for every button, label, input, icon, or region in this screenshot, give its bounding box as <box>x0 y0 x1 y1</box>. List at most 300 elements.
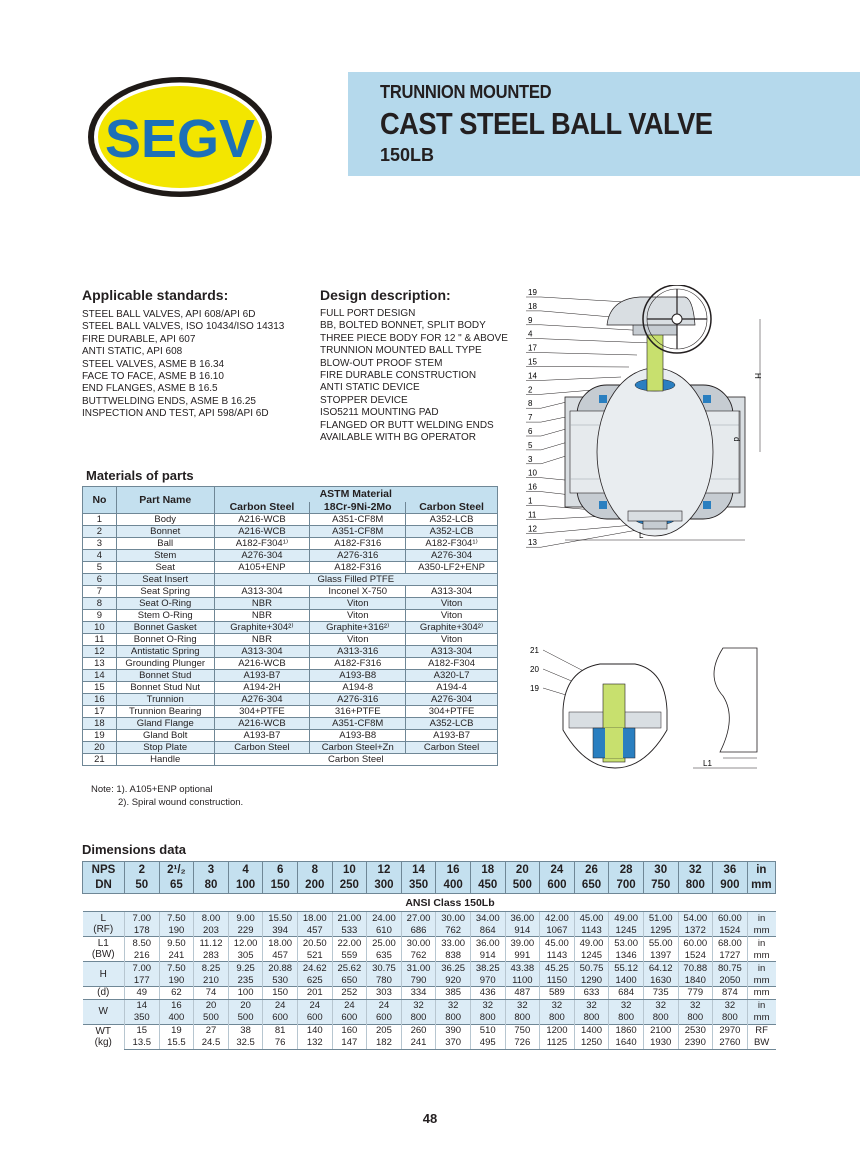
dim-value: 1397 <box>643 949 678 962</box>
dim-value: 42.00 <box>540 912 575 925</box>
dim-value: 385 <box>436 987 471 1000</box>
materials-cell: A351-CF8M <box>310 526 406 538</box>
nps-value: 14 <box>401 862 436 878</box>
materials-cell: 16 <box>83 694 117 706</box>
callout-label: 4 <box>528 329 533 339</box>
materials-cell: Seat O-Ring <box>116 598 214 610</box>
unit-bottom: mm <box>747 878 775 894</box>
dim-value: 15 <box>125 1024 160 1037</box>
col-carbon-steel-1: Carbon Steel <box>214 502 310 514</box>
materials-row <box>83 658 498 670</box>
dim-value: 32 <box>470 999 505 1012</box>
materials-cell: A216-WCB <box>214 658 310 670</box>
materials-row <box>83 562 498 574</box>
dim-value: 600 <box>367 1012 402 1025</box>
materials-cell: Glass Filled PTFE <box>214 574 497 586</box>
dim-value: 32 <box>505 999 540 1012</box>
materials-cell: A182-F304¹⁾ <box>406 538 498 550</box>
callout-label: 14 <box>528 371 537 381</box>
dim-value: 1143 <box>540 949 575 962</box>
dim-value: 38 <box>228 1024 263 1037</box>
nps-value: 30 <box>643 862 678 878</box>
dim-value: 800 <box>609 1012 644 1025</box>
dim-value: 305 <box>228 949 263 962</box>
dn-value: 150 <box>263 878 298 894</box>
materials-cell: A352-LCB <box>406 526 498 538</box>
standard-item: INSPECTION AND TEST, API 598/API 6D <box>82 408 269 420</box>
dim-value: 457 <box>297 924 332 937</box>
materials-cell: Ball <box>116 538 214 550</box>
materials-cell: 8 <box>83 598 117 610</box>
nps-value: 16 <box>436 862 471 878</box>
materials-cell: Trunnion Bearing <box>116 706 214 718</box>
callout-label: 1 <box>528 496 533 506</box>
materials-cell: A276-304 <box>214 694 310 706</box>
dim-value: 32 <box>540 999 575 1012</box>
callout-label: 13 <box>528 538 537 548</box>
nps-value: 26 <box>574 862 609 878</box>
dim-value: 18.00 <box>263 937 298 950</box>
dn-label: DN <box>83 878 125 894</box>
materials-cell: 14 <box>83 670 117 682</box>
segv-logo <box>86 75 274 199</box>
materials-row <box>83 538 498 550</box>
dim-value: 30.75 <box>367 962 402 975</box>
materials-row <box>83 742 498 754</box>
standard-item: STEEL BALL VALVES, ISO 10434/ISO 14313 <box>82 321 285 333</box>
materials-row <box>83 706 498 718</box>
materials-cell: 1 <box>83 514 117 526</box>
dim-value: 1524 <box>713 924 748 937</box>
materials-cell: 2 <box>83 526 117 538</box>
dim-value: 32 <box>401 999 436 1012</box>
materials-cell: Handle <box>116 754 214 766</box>
dim-value: 1067 <box>540 924 575 937</box>
dim-value: 210 <box>194 974 229 987</box>
materials-cell: Viton <box>406 610 498 622</box>
dn-value: 350 <box>401 878 436 894</box>
dim-value: 457 <box>263 949 298 962</box>
dim-value: 779 <box>678 987 713 1000</box>
dim-value: 1840 <box>678 974 713 987</box>
dn-value: 400 <box>436 878 471 894</box>
dim-value: 500 <box>194 1012 229 1025</box>
dim-value: 178 <box>125 924 160 937</box>
materials-cell: 21 <box>83 754 117 766</box>
materials-row <box>83 670 498 682</box>
dim-value: 241 <box>159 949 194 962</box>
dim-value: 500 <box>228 1012 263 1025</box>
dim-value: 38.25 <box>470 962 505 975</box>
dim-row-top <box>83 1024 776 1037</box>
dim-row-label <box>83 912 125 937</box>
dim-value: 303 <box>367 987 402 1000</box>
materials-cell: Bonnet <box>116 526 214 538</box>
materials-cell: A276-316 <box>310 694 406 706</box>
materials-cell: Carbon Steel <box>406 742 498 754</box>
design-item: BLOW-OUT PROOF STEM <box>320 357 443 369</box>
materials-cell: A194-2H <box>214 682 310 694</box>
dim-value: 650 <box>332 974 367 987</box>
note-2: 2). Spiral wound construction. <box>118 797 244 808</box>
materials-cell: 15 <box>83 682 117 694</box>
dim-value: 762 <box>401 949 436 962</box>
dim-value: 2390 <box>678 1037 713 1050</box>
dim-value: 24.62 <box>297 962 332 975</box>
dim-value: 800 <box>401 1012 436 1025</box>
dim-value: 30.00 <box>436 912 471 925</box>
nps-value: 12 <box>367 862 402 878</box>
dim-row-label-1: L <box>100 913 107 924</box>
dim-value: 39.00 <box>505 937 540 950</box>
dim-value: 132 <box>297 1037 332 1050</box>
materials-cell: 20 <box>83 742 117 754</box>
dim-value: 1295 <box>643 924 678 937</box>
detail-callout-21: 21 <box>530 646 539 655</box>
dim-value: 1860 <box>609 1024 644 1037</box>
dim-unit: mm <box>747 974 775 987</box>
dim-value: 334 <box>401 987 436 1000</box>
materials-cell: Stop Plate <box>116 742 214 754</box>
dim-row-top <box>83 937 776 950</box>
materials-cell: A313-304 <box>214 646 310 658</box>
dim-value: 1125 <box>540 1037 575 1050</box>
dim-value: 684 <box>609 987 644 1000</box>
dim-value: 62 <box>159 987 194 1000</box>
dim-value: 12.00 <box>228 937 263 950</box>
materials-row <box>83 610 498 622</box>
standard-item: FACE TO FACE, ASME B 16.10 <box>82 371 224 383</box>
dim-value: 51.00 <box>643 912 678 925</box>
materials-cell: Viton <box>310 598 406 610</box>
callout-label: 18 <box>528 301 537 311</box>
dim-value: 160 <box>332 1024 367 1037</box>
materials-row <box>83 574 498 586</box>
dim-value: 216 <box>125 949 160 962</box>
dim-unit: mm <box>747 949 775 962</box>
dim-value: 800 <box>574 1012 609 1025</box>
standard-item: ANTI STATIC, API 608 <box>82 346 183 358</box>
dim-value: 15.5 <box>159 1037 194 1050</box>
dim-value: 600 <box>263 1012 298 1025</box>
dim-value: 600 <box>297 1012 332 1025</box>
callout-label: 10 <box>528 468 537 478</box>
dim-value: 203 <box>194 924 229 937</box>
materials-cell: A350-LF2+ENP <box>406 562 498 574</box>
dim-value: 510 <box>470 1024 505 1037</box>
dim-value: 30.00 <box>401 937 436 950</box>
dim-row-label-2: (RF) <box>93 924 114 935</box>
dim-value: 370 <box>436 1037 471 1050</box>
dim-value: 1143 <box>574 924 609 937</box>
materials-cell: A313-304 <box>406 586 498 598</box>
dim-value: 780 <box>367 974 402 987</box>
valve-cross-section-drawing <box>525 285 785 550</box>
materials-cell: Trunnion <box>116 694 214 706</box>
materials-cell: 10 <box>83 622 117 634</box>
dim-value: 24 <box>263 999 298 1012</box>
dim-value: 34.00 <box>470 912 505 925</box>
dim-row-label-1: WT <box>95 1025 112 1037</box>
dim-value: 530 <box>263 974 298 987</box>
callout-label: 17 <box>528 343 537 353</box>
dim-value: 600 <box>332 1012 367 1025</box>
dim-value: 50.75 <box>574 962 609 975</box>
dim-value: 1727 <box>713 949 748 962</box>
dim-value: 32.5 <box>228 1037 263 1050</box>
dim-value: 864 <box>470 924 505 937</box>
standards-heading: Applicable standards: <box>82 287 229 303</box>
nps-value: 8 <box>297 862 332 878</box>
dim-value: 80.75 <box>713 962 748 975</box>
materials-row <box>83 598 498 610</box>
dim-value: 36.25 <box>436 962 471 975</box>
materials-cell: Graphite+304²⁾ <box>214 622 310 634</box>
materials-cell: 6 <box>83 574 117 586</box>
dim-value: 68.00 <box>713 937 748 950</box>
dim-value: 2530 <box>678 1024 713 1037</box>
dim-value: 521 <box>297 949 332 962</box>
nps-value: 4 <box>228 862 263 878</box>
logo-text: SEGV <box>105 109 255 169</box>
col-astm-material: ASTM Material <box>214 487 497 502</box>
design-item: FULL PORT DESIGN <box>320 308 416 319</box>
dn-value: 200 <box>297 878 332 894</box>
materials-cell: A313-304 <box>406 646 498 658</box>
dim-value: 350 <box>125 1012 160 1025</box>
dim-value: 8.25 <box>194 962 229 975</box>
dim-value: 76 <box>263 1037 298 1050</box>
dim-value: 7.50 <box>159 962 194 975</box>
materials-cell: 9 <box>83 610 117 622</box>
dim-value: 18.00 <box>297 912 332 925</box>
dim-value: 22.00 <box>332 937 367 950</box>
materials-cell: Gland Flange <box>116 718 214 730</box>
dim-value: 635 <box>367 949 402 962</box>
dim-value: 25.62 <box>332 962 367 975</box>
dim-value: 11.12 <box>194 937 229 950</box>
design-item: FIRE DURABLE CONSTRUCTION <box>320 370 477 382</box>
callout-label: 8 <box>528 399 533 409</box>
dn-value: 700 <box>609 878 644 894</box>
materials-cell: 304+PTFE <box>214 706 310 718</box>
materials-row <box>83 550 498 562</box>
materials-cell: A313-316 <box>310 646 406 658</box>
nps-value: 2 <box>125 862 160 878</box>
dim-d-label: d <box>732 437 741 442</box>
dim-value: 190 <box>159 974 194 987</box>
title-line2: CAST STEEL BALL VALVE <box>380 106 713 141</box>
dim-value: 610 <box>367 924 402 937</box>
dim-unit: mm <box>747 924 775 937</box>
dim-l1-label: L1 <box>703 759 712 768</box>
materials-cell: A182-F316 <box>310 658 406 670</box>
title-band <box>348 72 860 176</box>
dim-value: 970 <box>470 974 505 987</box>
nps-value: 18 <box>470 862 505 878</box>
dim-row-label <box>83 937 125 962</box>
materials-cell: Carbon Steel <box>214 754 497 766</box>
materials-cell: A320-L7 <box>406 670 498 682</box>
materials-cell: A352-LCB <box>406 514 498 526</box>
materials-cell: 3 <box>83 538 117 550</box>
standard-item: STEEL BALL VALVES, API 608/API 6D <box>82 309 256 320</box>
design-item: AVAILABLE WITH BG OPERATOR <box>320 432 476 444</box>
dim-value: 589 <box>540 987 575 1000</box>
dn-value: 750 <box>643 878 678 894</box>
materials-cell: Gland Bolt <box>116 730 214 742</box>
dim-value: 800 <box>643 1012 678 1025</box>
materials-cell: A193-B7 <box>214 730 310 742</box>
materials-cell: A105+ENP <box>214 562 310 574</box>
note-1: Note: 1). A105+ENP optional <box>91 784 213 795</box>
dim-value: 1640 <box>609 1037 644 1050</box>
materials-cell: 17 <box>83 706 117 718</box>
dim-value: 726 <box>505 1037 540 1050</box>
dim-row-label: (d) <box>83 987 125 1000</box>
dim-value: 25.00 <box>367 937 402 950</box>
dim-value: 9.00 <box>228 912 263 925</box>
nps-value: 10 <box>332 862 367 878</box>
callout-label: 12 <box>528 524 537 534</box>
materials-cell: A276-316 <box>310 550 406 562</box>
materials-cell: A182-F304¹⁾ <box>214 538 310 550</box>
dim-value: 9.50 <box>159 937 194 950</box>
dim-value: 800 <box>436 1012 471 1025</box>
dim-value: 790 <box>401 974 436 987</box>
dim-value: 205 <box>367 1024 402 1037</box>
dim-value: 7.00 <box>125 912 160 925</box>
materials-cell: Viton <box>310 634 406 646</box>
materials-cell: A276-304 <box>406 694 498 706</box>
standards-list <box>82 309 284 421</box>
title-line1: TRUNNION MOUNTED <box>380 82 552 102</box>
dim-value: 1250 <box>574 1037 609 1050</box>
materials-cell: 304+PTFE <box>406 706 498 718</box>
dim-value: 800 <box>540 1012 575 1025</box>
dim-value: 2100 <box>643 1024 678 1037</box>
dim-value: 182 <box>367 1037 402 1050</box>
dim-value: 21.00 <box>332 912 367 925</box>
dim-value: 920 <box>436 974 471 987</box>
materials-table <box>82 486 498 766</box>
title-line3: 150LB <box>380 145 435 165</box>
materials-cell: A351-CF8M <box>310 514 406 526</box>
materials-cell: 11 <box>83 634 117 646</box>
dim-unit: in <box>747 912 775 925</box>
dn-value: 50 <box>125 878 160 894</box>
dim-value: 914 <box>470 949 505 962</box>
materials-row <box>83 646 498 658</box>
dim-value: 45.25 <box>540 962 575 975</box>
dim-value: 533 <box>332 924 367 937</box>
nps-value: 20 <box>505 862 540 878</box>
materials-cell: 18 <box>83 718 117 730</box>
materials-cell: 19 <box>83 730 117 742</box>
dim-value: 800 <box>470 1012 505 1025</box>
dim-value: 74 <box>194 987 229 1000</box>
dim-row-top <box>83 999 776 1012</box>
callout-label: 16 <box>528 482 537 492</box>
materials-row <box>83 682 498 694</box>
dim-value: 27.00 <box>401 912 436 925</box>
materials-cell: A276-304 <box>214 550 310 562</box>
materials-cell: 5 <box>83 562 117 574</box>
dim-value: 633 <box>574 987 609 1000</box>
dim-value: 64.12 <box>643 962 678 975</box>
design-item: ISO5211 MOUNTING PAD <box>320 407 439 419</box>
dim-value: 394 <box>263 924 298 937</box>
materials-row <box>83 634 498 646</box>
materials-cell: A182-F316 <box>310 538 406 550</box>
dim-value: 8.50 <box>125 937 160 950</box>
dim-unit: in <box>747 962 775 975</box>
dn-value: 250 <box>332 878 367 894</box>
dim-value: 9.25 <box>228 962 263 975</box>
dim-value: 800 <box>505 1012 540 1025</box>
dn-value: 80 <box>194 878 229 894</box>
dim-value: 60.00 <box>713 912 748 925</box>
dim-row-label-1: W <box>98 1006 108 1017</box>
callout-label: 9 <box>528 315 533 325</box>
materials-cell: A194-8 <box>310 682 406 694</box>
col-no: No <box>83 487 117 514</box>
dim-value: 1245 <box>609 924 644 937</box>
dim-value: 1400 <box>609 974 644 987</box>
standard-item: END FLANGES, ASME B 16.5 <box>82 383 218 395</box>
dim-value: 838 <box>436 949 471 962</box>
dim-row-label-1: L1 <box>97 938 109 949</box>
nps-value: 3 <box>194 862 229 878</box>
dim-row-top <box>83 962 776 975</box>
dim-value: 54.00 <box>678 912 713 925</box>
dn-value: 500 <box>505 878 540 894</box>
dim-unit: BW <box>747 1037 775 1050</box>
materials-row <box>83 514 498 526</box>
materials-cell: Body <box>116 514 214 526</box>
dim-value: 32 <box>574 999 609 1012</box>
dim-value: 914 <box>505 924 540 937</box>
dim-value: 31.00 <box>401 962 436 975</box>
dim-value: 32 <box>643 999 678 1012</box>
materials-cell: 13 <box>83 658 117 670</box>
col-part-name: Part Name <box>116 487 214 514</box>
materials-cell: Bonnet Gasket <box>116 622 214 634</box>
design-heading: Design description: <box>320 287 451 303</box>
materials-cell: 4 <box>83 550 117 562</box>
materials-heading: Materials of parts <box>86 468 194 483</box>
dim-value: 686 <box>401 924 436 937</box>
dim-value: 49.00 <box>609 912 644 925</box>
dim-l-label: L <box>639 531 644 540</box>
dim-value: 53.00 <box>609 937 644 950</box>
dim-row-bottom <box>83 949 776 962</box>
nps-value: 32 <box>678 862 713 878</box>
dim-value: 150 <box>263 987 298 1000</box>
dim-value: 991 <box>505 949 540 962</box>
dim-value: 1200 <box>540 1024 575 1037</box>
dim-value: 260 <box>401 1024 436 1037</box>
dim-value: 874 <box>713 987 748 1000</box>
callout-label: 7 <box>528 413 533 423</box>
dim-value: 800 <box>678 1012 713 1025</box>
materials-row <box>83 718 498 730</box>
dim-row-label <box>83 1024 125 1049</box>
materials-cell: A216-WCB <box>214 718 310 730</box>
callout-label: 15 <box>528 357 537 367</box>
dim-row-label <box>83 962 125 987</box>
standard-item: BUTTWELDING ENDS, ASME B 16.25 <box>82 395 256 407</box>
